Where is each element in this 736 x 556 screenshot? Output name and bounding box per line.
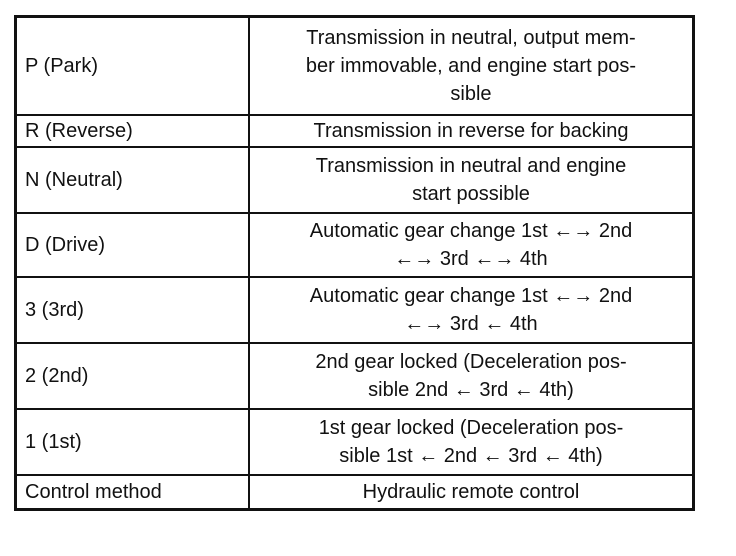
description-line: Hydraulic remote control [362, 481, 580, 503]
description-line: ←→ 3rd ← 4th [404, 313, 538, 335]
table-row-control-method [16, 475, 694, 510]
description-line: 1st gear locked (Deceleration pos- [318, 417, 624, 439]
description-line: sible [450, 83, 492, 105]
description-cell-control-method [249, 475, 694, 510]
description-cell-drive [249, 213, 694, 277]
description-cell-park [249, 17, 694, 116]
description-line: 2nd gear locked (Deceleration pos- [315, 351, 627, 373]
mode-cell-neutral: N (Neutral) [16, 147, 250, 213]
description-line: ←→ 3rd ←→ 4th [394, 248, 548, 270]
description-line: Transmission in neutral, output mem- [306, 27, 636, 49]
description-line: Transmission in reverse for backing [313, 120, 629, 142]
mode-cell-reverse: R (Reverse) [16, 115, 250, 147]
description-line: sible 2nd ← 3rd ← 4th) [368, 379, 574, 401]
table-row-first [16, 409, 694, 475]
mode-cell-park: P (Park) [16, 17, 250, 116]
table-row-neutral [16, 147, 694, 213]
description-line: Transmission in neutral and engine [315, 155, 627, 177]
description-cell-second [249, 343, 694, 409]
table-row-park [16, 17, 694, 116]
table-row-second [16, 343, 694, 409]
table-row-drive [16, 213, 694, 277]
description-cell-first [249, 409, 694, 475]
description-line: sible 1st ← 2nd ← 3rd ← 4th) [339, 445, 603, 467]
description-cell-reverse [249, 115, 694, 147]
description-line: Automatic gear change 1st ←→ 2nd [309, 285, 633, 307]
mode-cell-control-method: Control method [16, 475, 250, 510]
mode-cell-second: 2 (2nd) [16, 343, 250, 409]
mode-cell-third: 3 (3rd) [16, 277, 250, 343]
description-line: ber immovable, and engine start pos- [305, 55, 637, 77]
mode-cell-first: 1 (1st) [16, 409, 250, 475]
shift-position-table [14, 15, 695, 511]
description-cell-neutral [249, 147, 694, 213]
description-line: Automatic gear change 1st ←→ 2nd [309, 220, 633, 242]
mode-cell-drive: D (Drive) [16, 213, 250, 277]
table-row-third [16, 277, 694, 343]
table-row-reverse [16, 115, 694, 147]
description-line: start possible [412, 183, 530, 205]
description-cell-third [249, 277, 694, 343]
